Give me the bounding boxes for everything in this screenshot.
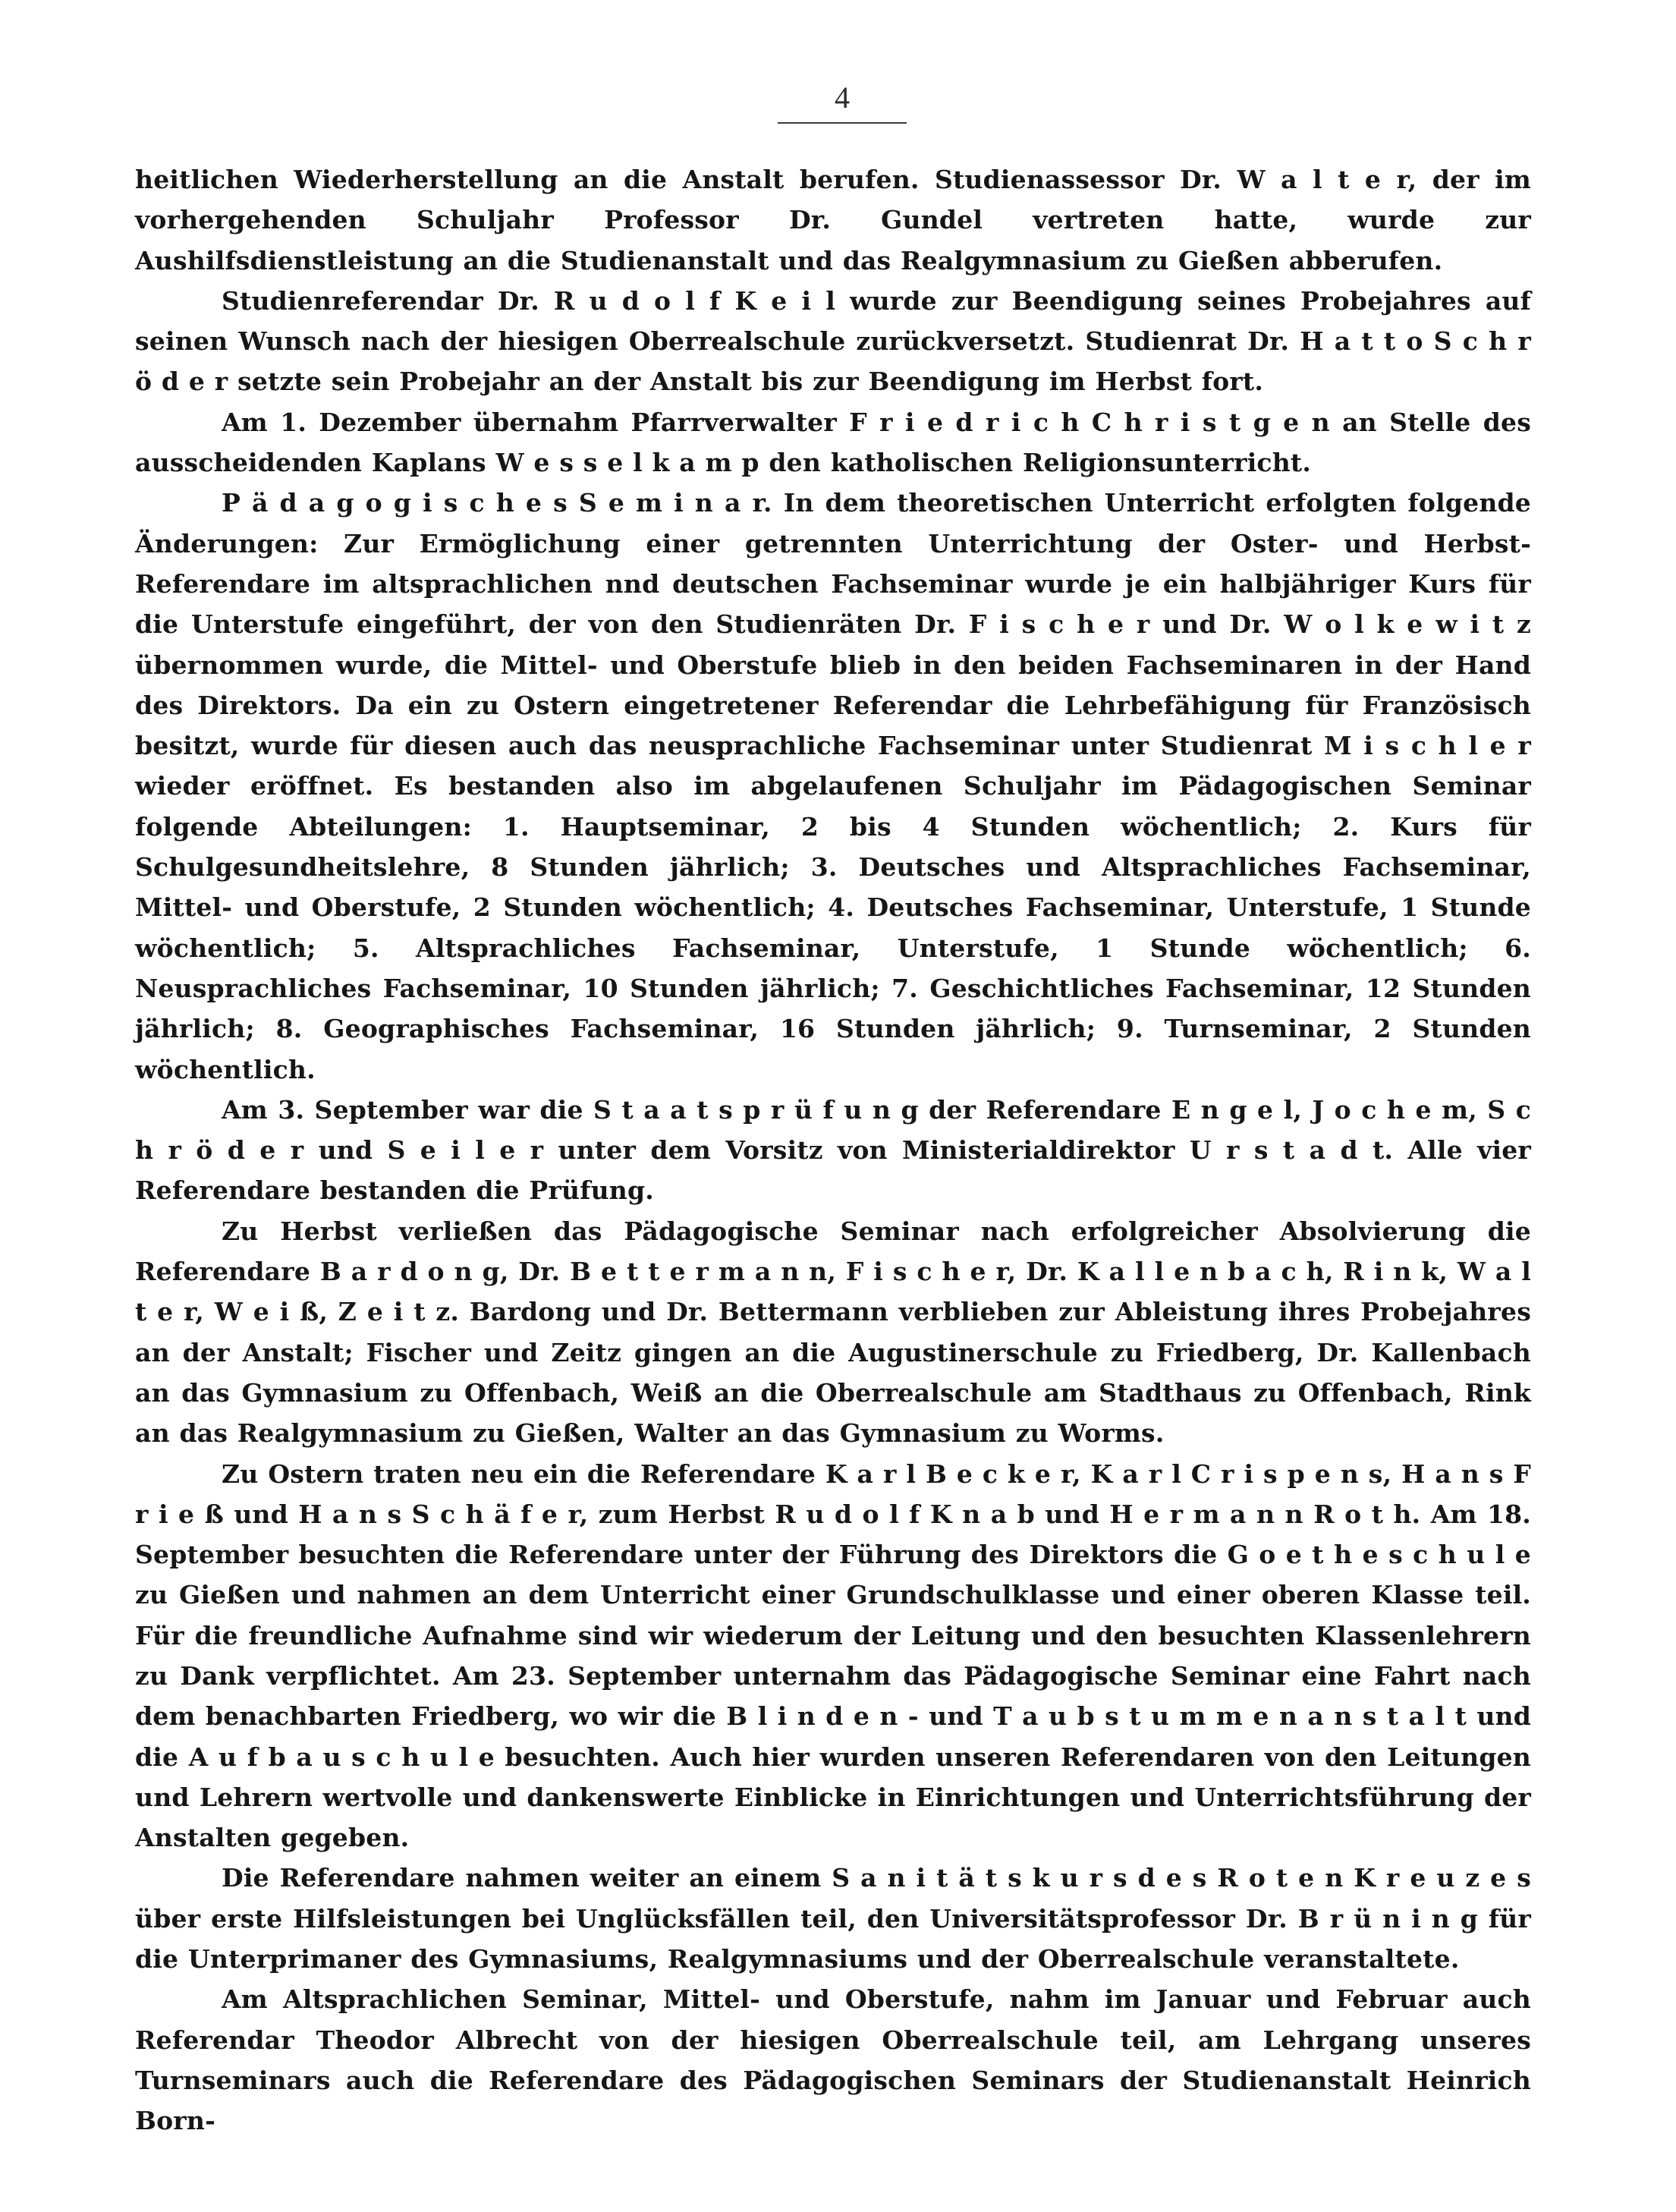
paragraph: Am 1. Dezember übernahm Pfarrverwalter F r i e d r i c h C h r i s t g e n an Stelle des ausscheidenden Kaplans W e s s e l k a m p den katholischen Religionsunterricht.	[135, 407, 1531, 478]
paragraph: P ä d a g o g i s c h e s S e m i n a r. In dem theoretischen Unterricht erfolgten folgende Änderungen: Zur Ermöglichung einer getrennten Unterrichtung der Oster- und Herbst-Referendare im altsprachlichen nnd deutschen Fachseminar wurde je ein halbjähriger Kurs für die Unterstufe eingeführt, der von den Studienräten Dr. F i s c h e r und Dr. W o l k e w i t z übernommen wurde, die Mittel- und Oberstufe blieb in den beiden Fachseminaren in der Hand des Direktors. Da ein zu Ostern eingetretener Referendar die Lehrbefähigung für Französisch besitzt, wurde für diesen auch das neusprachliche Fachseminar unter Studienrat M i s c h l e r wieder eröffnet. Es bestanden also im abgelaufenen Schuljahr im Pädagogischen Seminar folgende Abteilungen: 1. Hauptseminar, 2 bis 4 Stunden wöchentlich; 2. Kurs für Schulgesundheitslehre, 8 Stunden jährlich; 3. Deutsches und Altsprachliches Fachseminar, Mittel- und Oberstufe, 2 Stunden wöchentlich; 4. Deutsches Fachseminar, Unterstufe, 1 Stunde wöchentlich; 5. Altsprachliches Fachseminar, Unterstufe, 1 Stunde wöchentlich; 6. Neusprachliches Fachseminar, 10 Stunden jährlich; 7. Geschichtliches Fachseminar, 12 Stunden jährlich; 8. Geographisches Fachseminar, 16 Stunden jährlich; 9. Turnseminar, 2 Stunden wöchentlich.	[135, 488, 1531, 1084]
paragraph: Am 3. September war die S t a a t s p r ü f u n g der Referendare E n g e l, J o c h e m, S c h r ö d e r und S e i l e r unter dem Vorsitz von Ministerialdirektor U r s t a d t. Alle vier Referendare bestanden die Prüfung.	[135, 1094, 1531, 1206]
header-rule	[778, 122, 907, 124]
paragraph: Die Referendare nahmen weiter an einem S a n i t ä t s k u r s d e s R o t e n K r e u z e s über erste Hilfsleistungen bei Unglücksfällen teil, den Universitätsprofessor Dr. B r ü n i n g für die Unterprimaner des Gymnasiums, Realgymnasiums und der Oberrealschule veranstaltete.	[135, 1863, 1531, 1974]
paragraph: Zu Herbst verließen das Pädagogische Seminar nach erfolgreicher Absolvierung die Referendare B a r d o n g, Dr. B e t t e r m a n n, F i s c h e r, Dr. K a l l e n b a c h, R i n k, W a l t e r, W e i ß, Z e i t z. Bardong und Dr. Bettermann verblieben zur Ableistung ihres Probejahres an der Anstalt; Fischer und Zeitz gingen an die Augustinerschule zu Friedberg, Dr. Kallenbach an das Gymnasium zu Offenbach, Weiß an die Oberrealschule am Stadthaus zu Offenbach, Rink an das Realgymnasium zu Gießen, Walter an das Gymnasium zu Worms.	[135, 1216, 1531, 1449]
page-number: 4	[835, 80, 850, 115]
body-text	[135, 159, 1531, 2141]
paragraph: Studienreferendar Dr. R u d o l f K e i l wurde zur Beendigung seines Probejahres auf seinen Wunsch nach der hiesigen Oberrealschule zurückversetzt. Studienrat Dr. H a t t o S c h r ö d e r setzte sein Probejahr an der Anstalt bis zur Beendigung im Herbst fort.	[135, 285, 1531, 397]
page-header	[766, 80, 918, 124]
paragraph: Am Altsprachlichen Seminar, Mittel- und Oberstufe, nahm im Januar und Februar auch Referendar Theodor Albrecht von der hiesigen Oberrealschule teil, am Lehrgang unseres Turnseminars auch die Referendare des Pädagogischen Seminars der Studienanstalt Heinrich Born-	[135, 1984, 1531, 2136]
paragraph: heitlichen Wiederherstellung an die Anstalt berufen. Studienassessor Dr. W a l t e r, der im vorhergehenden Schuljahr Professor Dr. Gundel vertreten hatte, wurde zur Aushilfsdienstleistung an die Studienanstalt und das Realgymnasium zu Gießen abberufen.	[135, 165, 1531, 275]
paragraph: Zu Ostern traten neu ein die Referendare K a r l B e c k e r, K a r l C r i s p e n s, H a n s F r i e ß und H a n s S c h ä f e r, zum Herbst R u d o l f K n a b und H e r m a n n R o t h. Am 18. September besuchten die Referendare unter der Führung des Direktors die G o e t h e s c h u l e zu Gießen und nahmen an dem Unterricht einer Grundschulklasse und einer oberen Klasse teil. Für die freundliche Aufnahme sind wir wiederum der Leitung und den besuchten Klassenlehrern zu Dank verpflichtet. Am 23. September unternahm das Pädagogische Seminar eine Fahrt nach dem benachbarten Friedberg, wo wir die B l i n d e n - und T a u b s t u m m e n a n s t a l t und die A u f b a u s c h u l e besuchten. Auch hier wurden unseren Referendaren von den Leitungen und Lehrern wertvolle und dankenswerte Einblicke in Einrichtungen und Unterrichtsführung der Anstalten gegeben.	[135, 1458, 1531, 1853]
